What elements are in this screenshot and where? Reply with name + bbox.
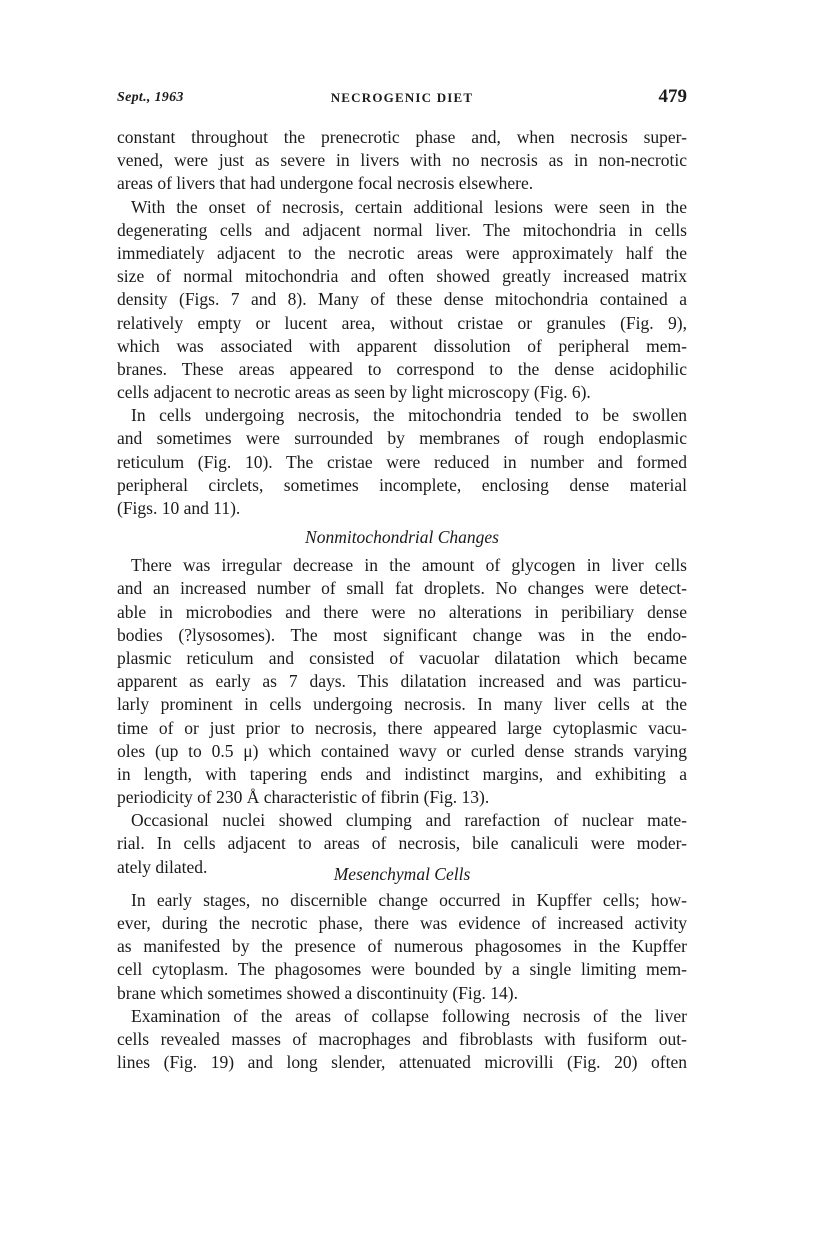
text-line: degenerating cells and adjacent normal liver. The mitochondria in cells	[117, 219, 687, 240]
text-line: as manifested by the presence of numerous phagosomes in the Kupffer	[117, 936, 687, 957]
section-heading-mesenchymal: Mesenchymal Cells	[333, 863, 471, 884]
text-line: size of normal mitochondria and often showed greatly increased matrix	[117, 266, 687, 287]
text-line: areas of livers that had undergone focal necrosis elsewhere.	[117, 173, 534, 194]
text-line: There was irregular decrease in the amount of glycogen in liver cells	[131, 555, 687, 576]
text-line: larly prominent in cells undergoing necrosis. In many liver cells at the	[117, 694, 687, 715]
text-line: cells revealed masses of macrophages and fibroblasts with fusiform out-	[117, 1028, 687, 1049]
paragraph-4	[117, 554, 687, 809]
running-head-date: Sept., 1963	[117, 90, 184, 105]
text-line: peripheral circlets, sometimes incomplete, enclosing dense material	[117, 474, 687, 495]
paragraph-1	[117, 126, 687, 196]
paragraph-6	[117, 889, 687, 1005]
text-line: brane which sometimes showed a discontinuity (Fig. 14).	[117, 982, 518, 1003]
running-head	[117, 86, 687, 112]
text-line: vened, were just as severe in livers with no necrosis as in non-necrotic	[117, 150, 687, 171]
text-line: able in microbodies and there were no alterations in peribiliary dense	[117, 601, 687, 622]
text-line: which was associated with apparent dissolution of peripheral mem-	[117, 335, 687, 356]
text-line: ever, during the necrotic phase, there was evidence of increased activity	[117, 913, 687, 933]
text-line: apparent as early as 7 days. This dilatation increased and was particu-	[117, 671, 687, 692]
text-line: constant throughout the prenecrotic phase and, when necrosis super-	[117, 127, 687, 147]
text-line: oles (up to 0.5 μ) which contained wavy or curled dense strands varying	[117, 740, 687, 761]
text-line: Examination of the areas of collapse following necrosis of the liver	[131, 1005, 687, 1026]
paragraph-7	[117, 1005, 687, 1075]
text-line: periodicity of 230 Å characteristic of fibrin (Fig. 13).	[117, 787, 490, 808]
paragraph-3	[117, 404, 687, 520]
text-line: density (Figs. 7 and 8). Many of these dense mitochondria contained a	[117, 289, 687, 310]
text-line: cells adjacent to necrotic areas as seen by light microscopy (Fig. 6).	[117, 382, 591, 403]
text-line: In early stages, no discernible change occurred in Kupffer cells; how-	[131, 889, 687, 910]
text-line: lines (Fig. 19) and long slender, attenuated microvilli (Fig. 20) often	[117, 1052, 687, 1073]
text-line: immediately adjacent to the necrotic areas were approximately half the	[117, 242, 687, 263]
text-line: In cells undergoing necrosis, the mitochondria tended to be swollen	[131, 405, 687, 426]
text-line: branes. These areas appeared to correspond to the dense acidophilic	[117, 358, 687, 379]
text-line: in length, with tapering ends and indistinct margins, and exhibiting a	[117, 763, 687, 784]
paragraph-2	[117, 196, 687, 405]
text-line: cell cytoplasm. The phagosomes were bounded by a single limiting mem-	[117, 959, 687, 980]
text-line: Occasional nuclei showed clumping and rarefaction of nuclear mate-	[131, 810, 687, 831]
text-line: plasmic reticulum and consisted of vacuolar dilatation which became	[117, 647, 687, 668]
text-line: and sometimes were surrounded by membranes of rough endoplasmic	[117, 428, 687, 449]
text-line: (Figs. 10 and 11).	[117, 498, 241, 518]
text-line: relatively empty or lucent area, without cristae or granules (Fig. 9),	[117, 312, 687, 333]
running-head-title: NECROGENIC DIET	[330, 90, 474, 105]
text-line: rial. In cells adjacent to areas of necrosis, bile canaliculi were moder-	[117, 833, 687, 854]
text-line: time of or just prior to necrosis, there appeared large cytoplasmic vacu-	[117, 717, 687, 738]
text-line: With the onset of necrosis, certain additional lesions were seen in the	[131, 196, 687, 217]
section-heading-nonmitochondrial: Nonmitochondrial Changes	[305, 527, 499, 548]
text-line: ately dilated.	[117, 856, 208, 877]
body-text	[117, 126, 687, 1074]
text-line: bodies (?lysosomes). The most significant change was in the endo-	[117, 624, 687, 645]
text-line: and an increased number of small fat droplets. No changes were detect-	[117, 578, 687, 599]
page-number: 479	[658, 86, 687, 107]
text-line: reticulum (Fig. 10). The cristae were reduced in number and formed	[117, 451, 687, 472]
